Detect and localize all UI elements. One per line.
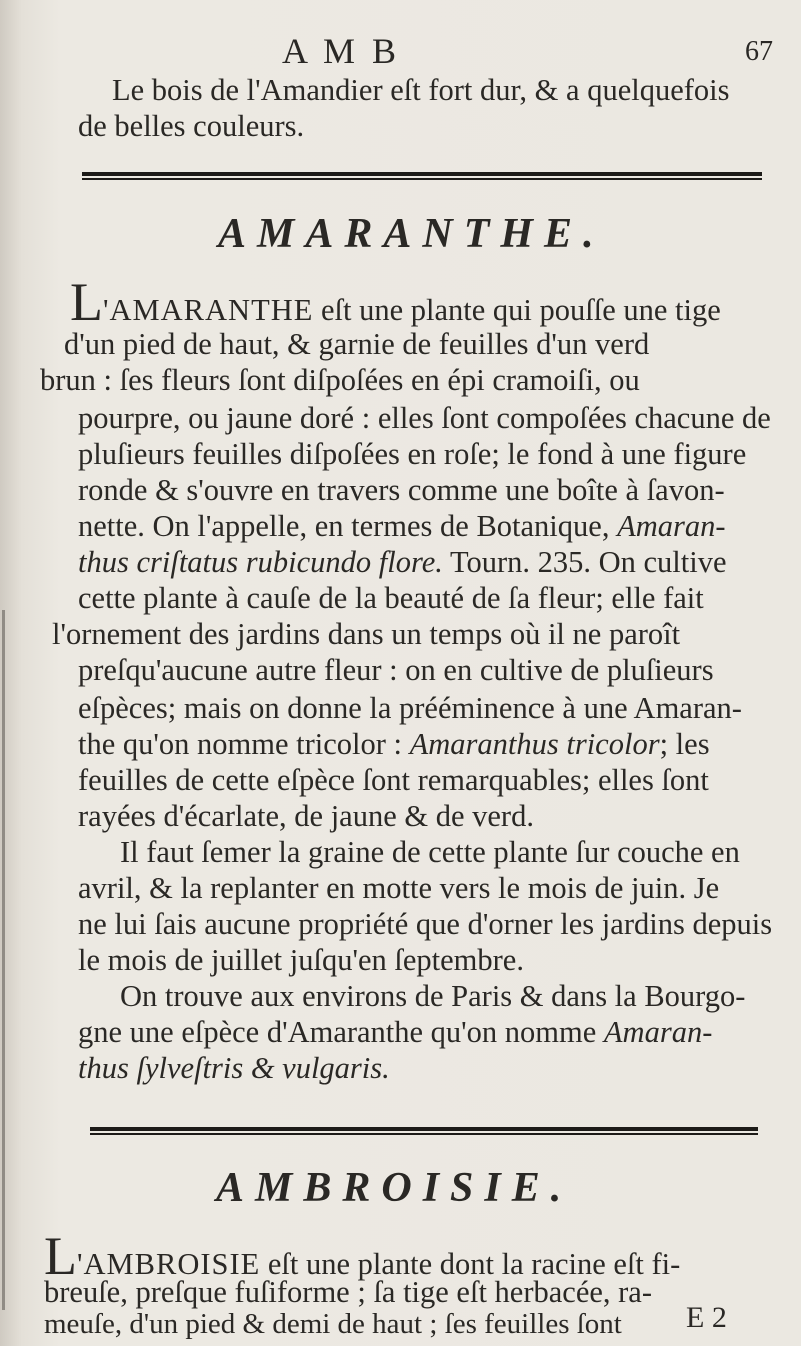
page-edge-shadow [2, 610, 5, 1310]
body-line: pourpre, ou jaune doré : elles ſont compoſées chacune de [78, 401, 771, 435]
body-line: the qu'on nomme tricolor : Amaranthus tricolor; les [78, 727, 710, 761]
body-line: pluſieurs feuilles diſpoſées en roſe; le fond à une figure [78, 437, 747, 471]
body-line: Il faut ſemer la graine de cette plante ſur couche en [120, 835, 740, 869]
heading-ambroisie: AMBROISIE. [216, 1165, 573, 1211]
lead-rest: eſt une plante dont la racine eſt fi- [260, 1247, 681, 1281]
body-line: nette. On l'appelle, en termes de Botanique, Amaran- [78, 509, 726, 543]
intro-line-2: de belles couleurs. [78, 109, 305, 143]
section-rule [90, 1127, 758, 1131]
amaranthe-lead-line [70, 272, 721, 332]
body-line: meuſe, d'un pied & demi de haut ; ſes feuilles ſont [44, 1308, 622, 1340]
body-line: avril, & la replanter en motte vers le mois de juin. Je [78, 871, 720, 905]
running-head-title: A M B [282, 31, 401, 71]
body-line: brun : ſes fleurs ſont diſpoſées en épi cramoiſi, ou [40, 363, 640, 397]
heading-amaranthe: AMARANTHE. [218, 211, 605, 257]
body-line: ronde & s'ouvre en travers comme une boîte à ſavon- [78, 473, 725, 507]
body-line: le mois de juillet juſqu'en ſeptembre. [78, 943, 524, 977]
body-line: On trouve aux environs de Paris & dans la Bourgo- [120, 979, 746, 1013]
running-head [0, 30, 801, 70]
page-number: 67 [745, 36, 773, 67]
dropcap: L [44, 1226, 77, 1286]
body-line: eſpèces; mais on donne la prééminence à une Amaran- [78, 691, 742, 725]
lead-smallcaps: 'AMARANTHE [103, 293, 314, 327]
dropcap: L [70, 272, 103, 332]
body-line: cette plante à cauſe de la beauté de ſa fleur; elle fait [78, 581, 704, 615]
body-line: d'un pied de haut, & garnie de feuilles d'un verd [64, 327, 650, 361]
lead-smallcaps: 'AMBROISIE [77, 1247, 261, 1281]
body-line: gne une eſpèce d'Amaranthe qu'on nomme Amaran- [78, 1015, 713, 1049]
lead-rest: eſt une plante qui pouſſe une tige [313, 293, 721, 327]
body-line: thus criſtatus rubicundo flore. Tourn. 235. On cultive [78, 545, 727, 579]
body-line: l'ornement des jardins dans un temps où il ne paroît [52, 617, 681, 651]
section-rule [82, 172, 762, 176]
body-line: thus ſylveſtris & vulgaris. [78, 1051, 390, 1085]
section-rule-thin [90, 1133, 758, 1135]
body-line: preſqu'aucune autre fleur : on en cultive de pluſieurs [78, 653, 714, 687]
body-line: breuſe, preſque fuſiforme ; ſa tige eſt herbacée, ra- [44, 1275, 652, 1309]
body-line: rayées d'écarlate, de jaune & de verd. [78, 799, 534, 833]
intro-line-1: Le bois de l'Amandier eſt fort dur, & a quelquefois [112, 73, 730, 107]
body-line: feuilles de cette eſpèce ſont remarquables; elles ſont [78, 763, 709, 797]
signature-mark: E 2 [686, 1301, 727, 1334]
body-line: ne lui ſais aucune propriété que d'orner les jardins depuis [78, 907, 773, 941]
section-rule-thin [82, 178, 762, 180]
